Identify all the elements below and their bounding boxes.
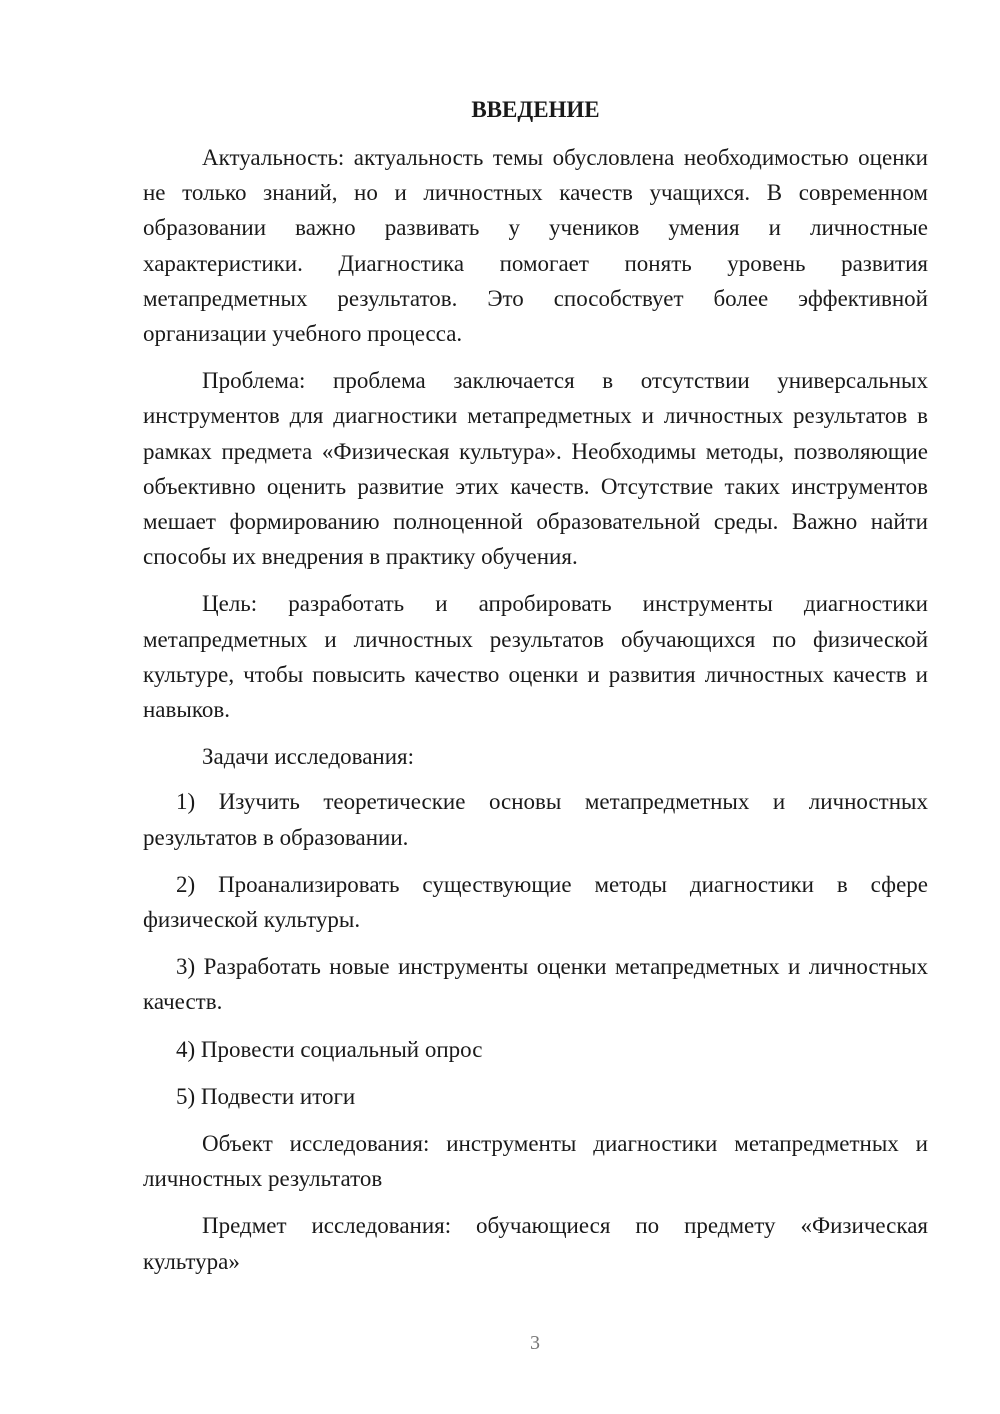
task-item-4: 4) Провести социальный опрос bbox=[176, 1036, 483, 1062]
paragraph-object: Объект исследования: инструменты диагностики метапредметных и личностных результатов bbox=[143, 1131, 928, 1192]
task-item-2: 2) Проанализировать существующие методы диагностики в сфере физической культуры. bbox=[143, 871, 928, 933]
paragraph-relevance: Актуальность: актуальность темы обусловлена необходимостью оценки не только знаний, но и личностных качеств учащихся. В современном образовании важно развивать у учеников умения и личностные характеристики. Диагностика помогает понять уровень развития метапредметных результатов. Это способствует более эффективной организации учебного процесса. bbox=[143, 145, 928, 347]
task-item-5: 5) Подвести итоги bbox=[176, 1083, 356, 1109]
paragraph-problem: Проблема: проблема заключается в отсутствии универсальных инструментов для диагностики метапредметных и личностных результатов в рамках предмета «Физическая культура». Необходимы методы, позволяющие объективно оценить развитие этих качеств. Отсутствие таких инструментов мешает формированию полноценной образовательной среды. Важно найти способы их внедрения в практику обучения. bbox=[143, 368, 928, 570]
paragraph-subject: Предмет исследования: обучающиеся по предмету «Физическая культура» bbox=[143, 1213, 928, 1274]
document-page bbox=[143, 95, 928, 1291]
paragraph-goal: Цель: разработать и апробировать инструменты диагностики метапредметных и личностных результатов обучающихся по физической культуре, чтобы повысить качество оценки и развития личностных качеств и навыков. bbox=[143, 591, 928, 723]
tasks-title: Задачи исследования: bbox=[202, 744, 415, 770]
page-number: 3 bbox=[530, 1332, 540, 1354]
section-heading: ВВЕДЕНИЕ bbox=[471, 97, 600, 122]
task-item-1: 1) Изучить теоретические основы метапредметных и личностных результатов в образовании. bbox=[143, 789, 928, 850]
task-item-3: 3) Разработать новые инструменты оценки метапредметных и личностных качеств. bbox=[143, 954, 928, 1015]
